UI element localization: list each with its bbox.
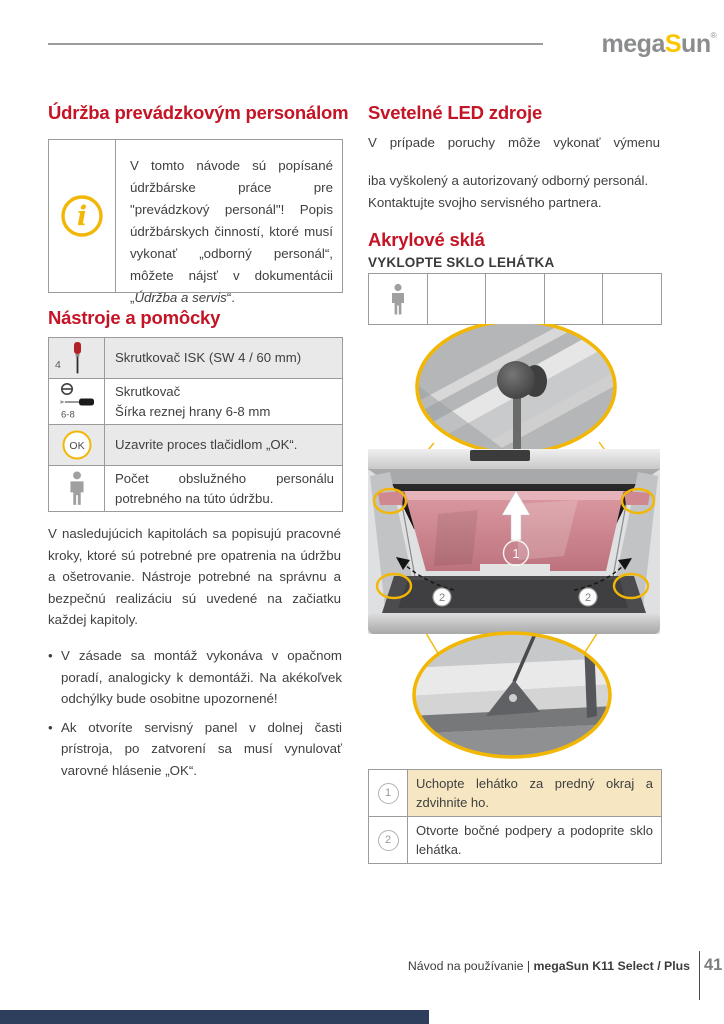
tool-icon-cell [49, 425, 105, 465]
tool-icon-cell [49, 466, 105, 511]
led-paragraph-line1: V prípade poruchy môže vykonať výmenu [368, 135, 660, 150]
svg-text:OK: OK [68, 439, 85, 452]
logo-text-un: un [681, 30, 711, 58]
table-row [49, 338, 342, 379]
step-number-cell [369, 770, 408, 816]
section-title-acrylic: Akrylové sklá [368, 229, 485, 250]
steps-table [368, 769, 662, 864]
svg-text:2: 2 [438, 592, 446, 604]
subsection-title-tilt-glass: VYKLOPTE SKLO LEHÁTKA [368, 255, 555, 270]
registered-mark-icon: ® [710, 31, 716, 40]
info-text-post: “. [226, 290, 235, 305]
step-description: Otvorte bočné podpery a podoprite sklo lehátka. [416, 822, 653, 857]
tool-description: Skrutkovač ISK (SW 4 / 60 mm) [115, 350, 302, 365]
personnel-cell-empty [545, 274, 604, 324]
personnel-table [368, 273, 662, 325]
table-row [369, 817, 661, 863]
info-icon [59, 193, 105, 239]
canopy-vent [470, 450, 530, 461]
circled-number-2: 2 [378, 830, 399, 851]
footer-document-title: Návod na používanie | megaSun K11 Select / Plus [407, 959, 690, 973]
bullet-list [48, 645, 342, 788]
footer-divider [699, 951, 700, 1000]
tool-description: Skrutkovač Šírka reznej hrany 6-8 mm [115, 383, 271, 419]
personnel-cell-empty [603, 274, 661, 324]
table-row [369, 770, 661, 817]
info-text-pre: V tomto návode sú popísané údržbárske práce pre "prevádzkový personál"! Popis údržbárskych činností, ktoré musí vykonať „odborný personál“, môžete nájsť v dokumentácii „ [130, 158, 333, 305]
led-paragraph: iba vyškolený a autorizovaný odborný personál. Kontaktujte svojho servisného partnera. [368, 173, 649, 210]
svg-text:1: 1 [512, 545, 520, 561]
figure-label-2-right [579, 588, 597, 606]
tool-icon-cell [49, 379, 105, 424]
person-icon [66, 471, 88, 506]
table-row [49, 466, 342, 511]
figure-label-1 [504, 541, 529, 566]
machine-photo [368, 449, 660, 634]
svg-text:i: i [76, 201, 88, 232]
table-row [49, 379, 342, 425]
page-number: 41 [704, 956, 723, 974]
info-box [48, 139, 343, 305]
tool-icon-cell [49, 338, 105, 378]
personnel-cell [369, 274, 428, 324]
ok-button-icon [60, 428, 94, 462]
personnel-cell-empty [428, 274, 487, 324]
info-text [116, 140, 342, 305]
flathead-screwdriver-icon [58, 382, 96, 422]
step-number-cell [369, 817, 408, 863]
table-row [49, 425, 342, 466]
step-description: Uchopte lehátko za predný okraj a zdvihnite ho. [408, 770, 661, 816]
person-icon [388, 283, 408, 316]
footer-product-name: megaSun K11 Select / Plus [533, 959, 690, 973]
list-item: • Ak otvoríte servisný panel v dolnej časti prístroja, po zatvorení sa musí vynulovať varovné hlásenie „OK“. [48, 717, 342, 782]
logo-text-s: S [664, 30, 682, 58]
circled-number-1: 1 [378, 783, 399, 804]
section-title-maintenance: Údržba prevádzkovým personálom [48, 102, 349, 123]
top-callout-knob-detail [388, 324, 658, 469]
maintenance-intro-paragraph: V nasledujúcich kapitolách sa popisujú pracovné kroky, ktoré sú potrebné pre opatrenia na údržbu a ošetrovanie. Nástroje potrebné na správnu a bezpečnú realizáciu sú uvedené na začiatku každej kapitoly. [48, 526, 341, 627]
info-text-italic: Údržba a servis [134, 290, 227, 305]
figure-label-2-left [433, 588, 451, 606]
tilt-glass-figure [368, 324, 660, 761]
info-icon-cell [49, 140, 116, 292]
footer-accent-bar [0, 1010, 429, 1024]
tool-size-label: 4 [55, 359, 61, 371]
list-item: • V zásade sa montáž vykonáva v opačnom poradí, analogicky k demontáži. Na akékoľvek odchýlky bude osobitne upozornené! [48, 645, 342, 710]
logo-text-mega: mega [601, 30, 665, 58]
personnel-cell-empty [486, 274, 545, 324]
tools-table [48, 337, 343, 512]
megasun-logo [540, 30, 716, 59]
header-rule [48, 43, 543, 45]
section-title-tools: Nástroje a pomôcky [48, 307, 221, 328]
screwdriver-isk-icon [70, 341, 84, 375]
tool-size-label: 6-8 [60, 409, 75, 420]
section-title-led: Svetelné LED zdroje [368, 102, 543, 123]
tool-description: Počet obslužného personálu potrebného na túto údržbu. [115, 470, 334, 506]
tool-description: Uzavrite proces tlačidlom „OK“. [115, 437, 298, 452]
svg-text:2: 2 [584, 592, 592, 604]
